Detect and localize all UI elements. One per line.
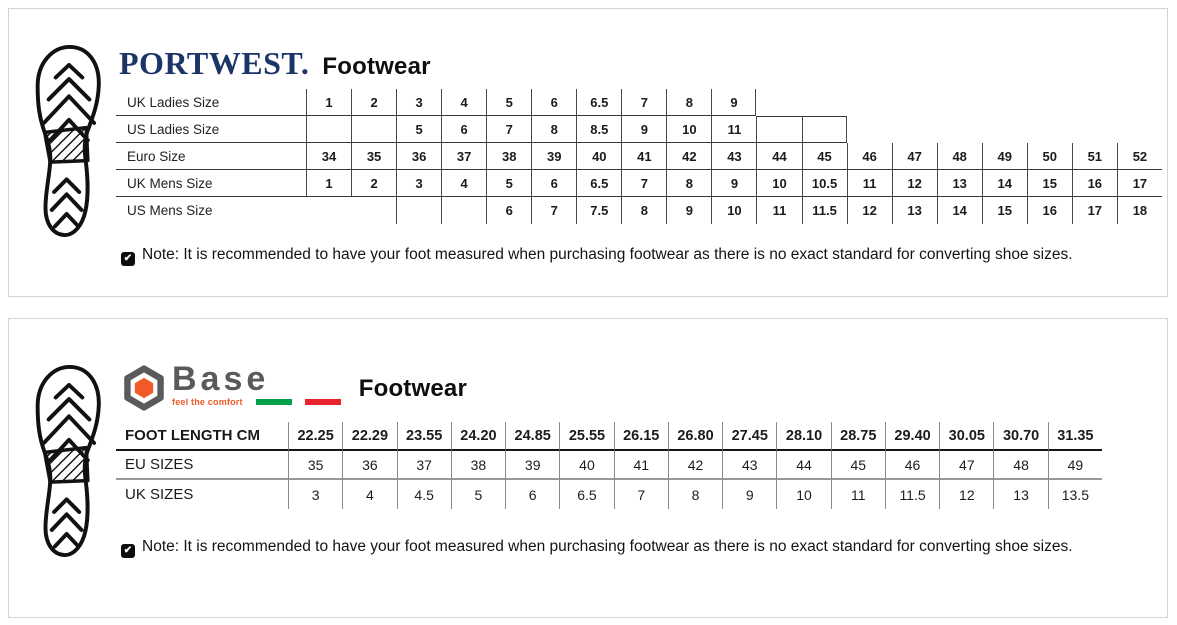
row-label: UK Mens Size	[116, 170, 306, 197]
size-cell: 2	[351, 89, 396, 116]
size-cell: 6.5	[559, 480, 613, 509]
note-text	[121, 538, 1073, 558]
base-size-table	[116, 422, 1102, 509]
size-cell: 46	[885, 451, 939, 480]
size-cell	[937, 116, 982, 143]
size-cell: 49	[1048, 451, 1102, 480]
size-cell: 6	[486, 197, 531, 224]
check-icon: ✔	[121, 544, 135, 558]
size-cell: 45	[802, 143, 847, 170]
size-cell: 11.5	[802, 197, 847, 224]
table-row	[116, 480, 1102, 509]
size-cell: 5	[486, 170, 531, 197]
size-cell: 39	[505, 451, 559, 480]
size-cell: 11	[847, 170, 892, 197]
size-cell: 6	[531, 170, 576, 197]
size-cell: 38	[486, 143, 531, 170]
size-cell	[756, 89, 801, 116]
size-cell: 5	[486, 89, 531, 116]
size-cell: 17	[1117, 170, 1162, 197]
size-cell: 38	[451, 451, 505, 480]
size-cell: 6.5	[576, 89, 621, 116]
size-cell: 12	[892, 170, 937, 197]
size-cell: 9	[711, 89, 756, 116]
size-cell: 8	[666, 170, 711, 197]
base-size-chart-panel	[8, 318, 1168, 618]
size-cell	[847, 89, 892, 116]
size-cell: 7	[621, 89, 666, 116]
size-cell: 2	[351, 170, 396, 197]
size-cell	[756, 116, 801, 143]
size-cell: 4.5	[397, 480, 451, 509]
size-cell: 14	[937, 197, 982, 224]
size-cell	[847, 116, 892, 143]
size-cell: 10	[711, 197, 756, 224]
row-label: US Ladies Size	[116, 116, 306, 143]
row-label: UK SIZES	[125, 486, 194, 503]
size-cell: 8	[666, 89, 711, 116]
size-cell: 25.55	[559, 422, 613, 451]
size-cell: 22.29	[342, 422, 396, 451]
size-cell: 11	[831, 480, 885, 509]
size-cell: 26.15	[614, 422, 668, 451]
base-tagline-row	[172, 397, 341, 407]
size-cell: 9	[621, 116, 666, 143]
size-cell: 10.5	[802, 170, 847, 197]
size-cell: 23.55	[397, 422, 451, 451]
green-bar	[256, 399, 292, 405]
size-cell: 7	[531, 197, 576, 224]
bootprint-icon	[25, 363, 113, 559]
size-cell	[892, 116, 937, 143]
size-cell: 9	[666, 197, 711, 224]
size-cell: 24.85	[505, 422, 559, 451]
size-cell: 43	[722, 451, 776, 480]
row-label: US Mens Size	[127, 203, 213, 218]
size-cell: 14	[982, 170, 1027, 197]
red-bar	[305, 399, 341, 405]
size-cell	[982, 89, 1027, 116]
base-logo	[172, 360, 341, 407]
size-cell: 36	[396, 143, 441, 170]
size-cell: 37	[397, 451, 451, 480]
size-cell	[982, 116, 1027, 143]
size-cell	[351, 197, 396, 224]
size-cell: 50	[1027, 143, 1072, 170]
panel-header	[121, 360, 467, 411]
size-cell: 13	[937, 170, 982, 197]
size-cell	[351, 116, 396, 143]
size-cell: 48	[937, 143, 982, 170]
portwest-size-table	[116, 89, 1162, 224]
size-cell: 30.05	[939, 422, 993, 451]
size-cell: 3	[396, 170, 441, 197]
table-row	[116, 197, 1162, 224]
size-cell: 42	[666, 143, 711, 170]
size-cell: 5	[451, 480, 505, 509]
size-cell: 41	[621, 143, 666, 170]
size-cell: 8	[621, 197, 666, 224]
size-cell	[441, 197, 486, 224]
table-row	[116, 116, 1162, 143]
size-cell: 5	[396, 116, 441, 143]
size-cell: 36	[342, 451, 396, 480]
size-cell: 37	[441, 143, 486, 170]
size-cell: 35	[288, 451, 342, 480]
size-cell: 52	[1117, 143, 1162, 170]
size-cell	[1072, 116, 1117, 143]
base-hexagon-icon	[121, 365, 167, 411]
size-cell: 26.80	[668, 422, 722, 451]
size-cell: 7	[621, 170, 666, 197]
size-cell: 15	[1027, 170, 1072, 197]
size-cell: 45	[831, 451, 885, 480]
panel-title: Footwear	[322, 53, 431, 80]
panel-header	[119, 47, 431, 79]
size-cell: 6	[441, 116, 486, 143]
base-logo-text: Base	[172, 360, 270, 398]
size-cell: 48	[993, 451, 1047, 480]
size-cell: 31.35	[1048, 422, 1102, 451]
size-cell: 8	[531, 116, 576, 143]
size-cell: 28.75	[831, 422, 885, 451]
size-cell: 8	[668, 480, 722, 509]
size-cell	[892, 89, 937, 116]
size-cell: 10	[776, 480, 830, 509]
size-cell: 7.5	[576, 197, 621, 224]
size-cell: 41	[614, 451, 668, 480]
size-cell: 24.20	[451, 422, 505, 451]
size-cell: 11.5	[885, 480, 939, 509]
size-cell: 30.70	[993, 422, 1047, 451]
table-row	[116, 89, 1162, 116]
size-cell	[396, 197, 441, 224]
size-cell	[937, 89, 982, 116]
size-cell: 8.5	[576, 116, 621, 143]
size-cell: 44	[756, 143, 801, 170]
size-cell: 6.5	[576, 170, 621, 197]
table-row	[116, 170, 1162, 197]
note-label: Note: It is recommended to have your foot measured when purchasing footwear as there is no exact standard for converting shoe sizes.	[142, 246, 1073, 263]
size-cell: 34	[306, 143, 351, 170]
size-cell: 39	[531, 143, 576, 170]
size-cell: 47	[892, 143, 937, 170]
table-row	[116, 422, 1102, 451]
size-cell: 3	[288, 480, 342, 509]
table-row	[116, 143, 1162, 170]
size-cell	[802, 89, 847, 116]
size-cell: 15	[982, 197, 1027, 224]
size-cell	[306, 116, 351, 143]
size-cell: 1	[306, 89, 351, 116]
size-cell: 16	[1072, 170, 1117, 197]
size-cell	[1027, 89, 1072, 116]
size-cell	[1117, 89, 1162, 116]
size-cell: 12	[939, 480, 993, 509]
size-cell	[1117, 116, 1162, 143]
size-cell	[1072, 89, 1117, 116]
size-cell: 16	[1027, 197, 1072, 224]
size-cell: 29.40	[885, 422, 939, 451]
size-cell: 49	[982, 143, 1027, 170]
row-label: EU SIZES	[116, 451, 288, 480]
row-label: FOOT LENGTH CM	[116, 422, 288, 451]
note-label: Note: It is recommended to have your foot measured when purchasing footwear as there is no exact standard for converting shoe sizes.	[142, 538, 1073, 555]
size-cell: 18	[1117, 197, 1162, 224]
size-cell: 47	[939, 451, 993, 480]
size-cell: 27.45	[722, 422, 776, 451]
size-cell	[1027, 116, 1072, 143]
row-label: UK Ladies Size	[116, 89, 306, 116]
size-cell: 51	[1072, 143, 1117, 170]
size-cell: 40	[576, 143, 621, 170]
size-cell: 11	[711, 116, 756, 143]
size-cell: 3	[396, 89, 441, 116]
size-cell: 7	[614, 480, 668, 509]
size-cell: 13	[892, 197, 937, 224]
size-cell: 42	[668, 451, 722, 480]
size-cell: 7	[486, 116, 531, 143]
base-tagline: feel the comfort	[172, 396, 243, 407]
size-cell: 4	[441, 170, 486, 197]
size-cell	[802, 116, 847, 143]
panel-title: Footwear	[358, 375, 467, 402]
size-cell: 10	[756, 170, 801, 197]
size-cell: 28.10	[776, 422, 830, 451]
size-cell: 6	[531, 89, 576, 116]
size-cell: 4	[342, 480, 396, 509]
portwest-size-chart-panel	[8, 8, 1168, 297]
size-cell: 12	[847, 197, 892, 224]
size-cell: 11	[756, 197, 801, 224]
portwest-logo: PORTWEST.	[119, 45, 310, 81]
size-cell: 6	[505, 480, 559, 509]
check-icon: ✔	[121, 252, 135, 266]
size-cell: 40	[559, 451, 613, 480]
size-cell: 9	[711, 170, 756, 197]
size-cell: 4	[441, 89, 486, 116]
size-cell: 10	[666, 116, 711, 143]
size-cell: 46	[847, 143, 892, 170]
bootprint-icon	[25, 43, 113, 239]
size-cell: 35	[351, 143, 396, 170]
size-cell: 43	[711, 143, 756, 170]
row-label: Euro Size	[116, 143, 306, 170]
size-cell: 13	[993, 480, 1047, 509]
size-cell: 13.5	[1048, 480, 1102, 509]
note-text	[121, 246, 1073, 266]
size-cell: 9	[722, 480, 776, 509]
size-cell: 1	[306, 170, 351, 197]
size-cell: 22.25	[288, 422, 342, 451]
size-cell: 17	[1072, 197, 1117, 224]
size-cell	[306, 197, 351, 224]
table-row	[116, 451, 1102, 480]
size-cell: 44	[776, 451, 830, 480]
